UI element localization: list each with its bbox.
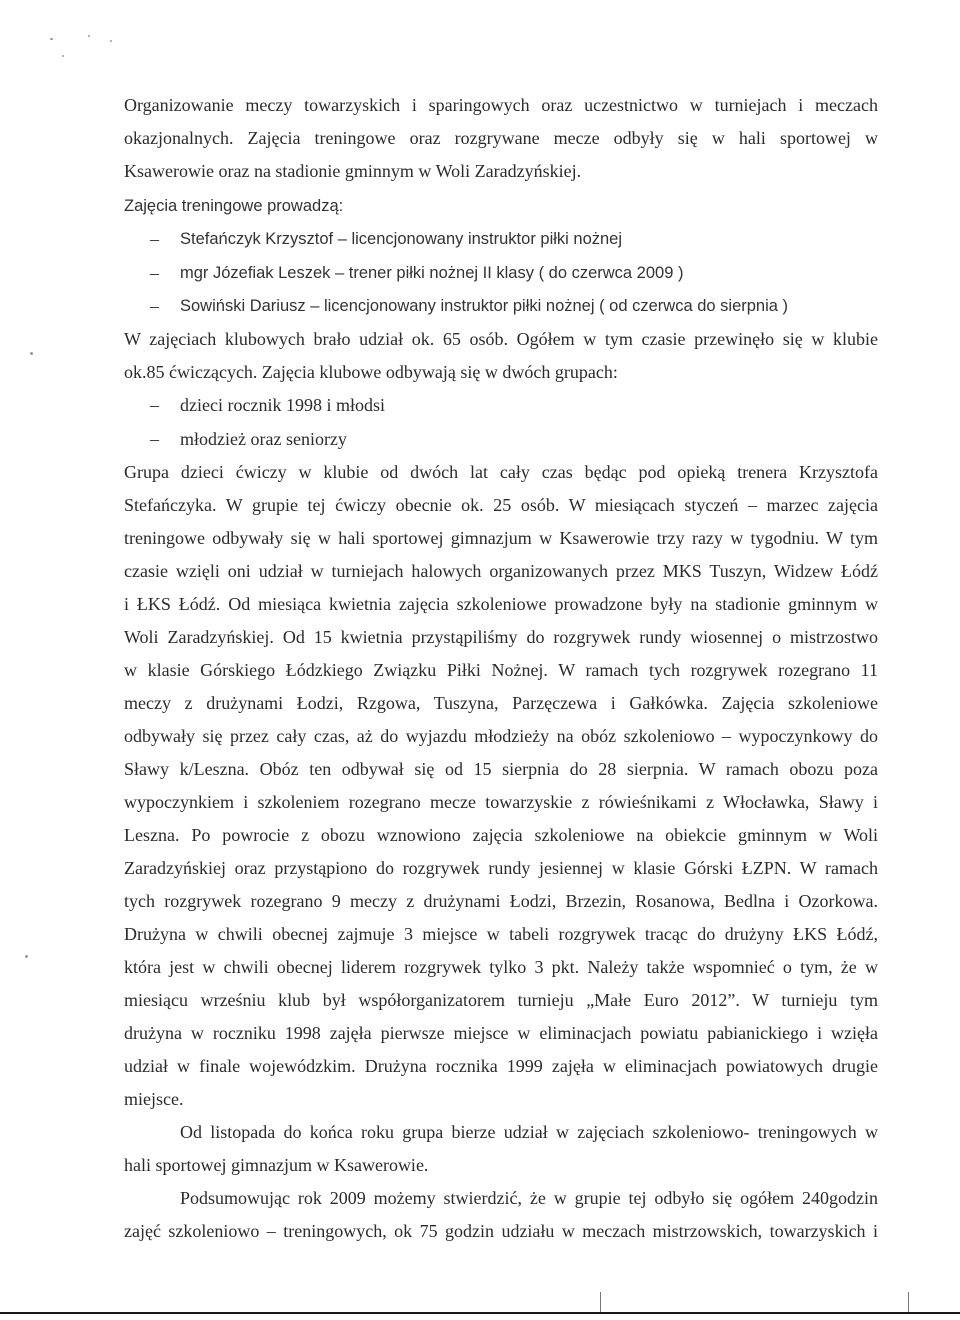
paragraph-line: hali sportowej gimnazjum w Ksawerowie. <box>124 1155 429 1175</box>
paragraph-line: drużyna w roczniku 1998 zajęła pierwsze miejsce w eliminacjach powiatu pabianickiego i wzięła <box>124 1023 878 1043</box>
paragraph-line: Ksawerowie oraz na stadionie gminnym w Woli Zaradzyńskiej. <box>124 161 582 181</box>
paragraph-line: treningowe odbywały się w hali sportowej gimnazjum w Ksawerowie trzy razy w tygodniu. W tym <box>124 528 878 548</box>
scan-speck <box>25 955 28 958</box>
list-item: Sowiński Dariusz – licencjonowany instruktor piłki nożnej ( od czerwca do sierpnia ) <box>180 297 789 315</box>
bottom-edge-line <box>0 1312 960 1314</box>
paragraph-line: miesiącu wrześniu klub był współorganizatorem turnieju „Małe Euro 2012”. W turnieju tym <box>124 990 878 1010</box>
paragraph-line: wypoczynkiem i szkoleniem rozegrano mecze towarzyskie z rówieśnikami z Włocławka, Sławy i <box>124 792 878 812</box>
scan-speck <box>62 55 64 57</box>
paragraph-line: udział w finale wojewódzkim. Drużyna rocznika 1999 zajęła w eliminacjach powiatowych drugie <box>124 1056 878 1076</box>
scan-speck <box>30 352 33 355</box>
paragraph-line: ok.85 ćwiczących. Zajęcia klubowe odbywają się w dwóch grupach: <box>124 362 618 382</box>
paragraph-line: która jest w chwili obecnej liderem rozgrywek tylko 3 pkt. Należy także wspomnieć o tym, że w <box>124 957 878 977</box>
bullet-dash: – <box>150 263 159 283</box>
scan-speck <box>110 40 112 42</box>
list-item: mgr Józefiak Leszek – trener piłki nożnej II klasy ( do czerwca 2009 ) <box>180 264 684 282</box>
paragraph-line: Grupa dzieci ćwiczy w klubie od dwóch lat cały czas będąc pod opieką trenera Krzysztofa <box>124 462 878 482</box>
list-item: dzieci rocznik 1998 i młodsi <box>180 395 385 415</box>
paragraph-line: Woli Zaradzyńskiej. Od 15 kwietnia przystąpiliśmy do rozgrywek rundy wiosennej o mistrzostwo <box>124 627 878 647</box>
scan-speck <box>88 35 90 37</box>
paragraph-line: Podsumowując rok 2009 możemy stwierdzić, że w grupie tej odbyło się ogółem 240godzin <box>180 1188 878 1208</box>
paragraph-line: czasie wzięli oni udział w turniejach halowych organizowanych przez MKS Tuszyn, Widzew Łódź <box>124 561 878 581</box>
list-item: Stefańczyk Krzysztof – licencjonowany instruktor piłki nożnej <box>180 230 623 248</box>
paragraph-line: Sławy k/Leszna. Obóz ten odbywał się od 15 sierpnia do 28 sierpnia. W ramach obozu poza <box>124 759 878 779</box>
paragraph-line: Zajęcia treningowe prowadzą: <box>124 197 344 215</box>
paragraph-line: meczy z drużynami Łodzi, Rzgowa, Tuszyna, Parzęczewa i Gałkówka. Zajęcia szkoleniowe <box>124 693 878 713</box>
list-item: młodzież oraz seniorzy <box>180 429 347 449</box>
paragraph-line: Leszna. Po powrocie z obozu wznowiono zajęcia szkoleniowe na obiekcie gminnym w Woli <box>124 825 878 845</box>
bullet-dash: – <box>150 296 159 316</box>
paragraph-line: w klasie Górskiego Łódzkiego Związku Piłki Nożnej. W ramach tych rozgrywek rozegrano 11 <box>124 660 878 680</box>
paragraph-line: Stefańczyka. W grupie tej ćwiczy obecnie ok. 25 osób. W miesiącach styczeń – marzec zajęcia <box>124 495 878 515</box>
paragraph-line: zajęć szkoleniowo – treningowych, ok 75 godzin udziału w meczach mistrzowskich, towarzyskich i <box>124 1221 878 1241</box>
scan-speck <box>50 38 53 40</box>
paragraph-line: miejsce. <box>124 1089 184 1109</box>
paragraph-line: i ŁKS Łódź. Od miesiąca kwietnia zajęcia szkoleniowe prowadzone były na stadionie gminnym w <box>124 594 878 614</box>
paragraph-line: odbywały się przez cały czas, aż do wyjazdu młodzieży na obóz szkoleniowo – wypoczynkowy do <box>124 726 878 746</box>
bullet-dash: – <box>150 395 159 415</box>
paragraph-line: tych rozgrywek rozegrano 9 meczy z drużynami Łodzi, Brzezin, Rosanowa, Bedlna i Ozorkowa. <box>124 891 878 911</box>
bullet-dash: – <box>150 429 159 449</box>
paragraph-line: Organizowanie meczy towarzyskich i sparingowych oraz uczestnictwo w turniejach i meczach <box>124 95 878 115</box>
scan-tick <box>600 1292 601 1312</box>
paragraph-line: Zaradzyńskiej oraz przystąpiono do rozgrywek rundy jesiennej w klasie Górski ŁZPN. W ramach <box>124 858 878 878</box>
paragraph-line: Drużyna w chwili obecnej zajmuje 3 miejsce w tabeli rozgrywek tracąc do drużyny ŁKS Łódź, <box>124 924 878 944</box>
scan-tick <box>908 1292 909 1312</box>
bullet-dash: – <box>150 229 159 249</box>
paragraph-line: W zajęciach klubowych brało udział ok. 65 osób. Ogółem w tym czasie przewinęło się w klubie <box>124 329 878 349</box>
paragraph-line: okazjonalnych. Zajęcia treningowe oraz rozgrywane mecze odbyły się w hali sportowej w <box>124 128 878 148</box>
paragraph-line: Od listopada do końca roku grupa bierze udział w zajęciach szkoleniowo- treningowych w <box>180 1122 878 1142</box>
